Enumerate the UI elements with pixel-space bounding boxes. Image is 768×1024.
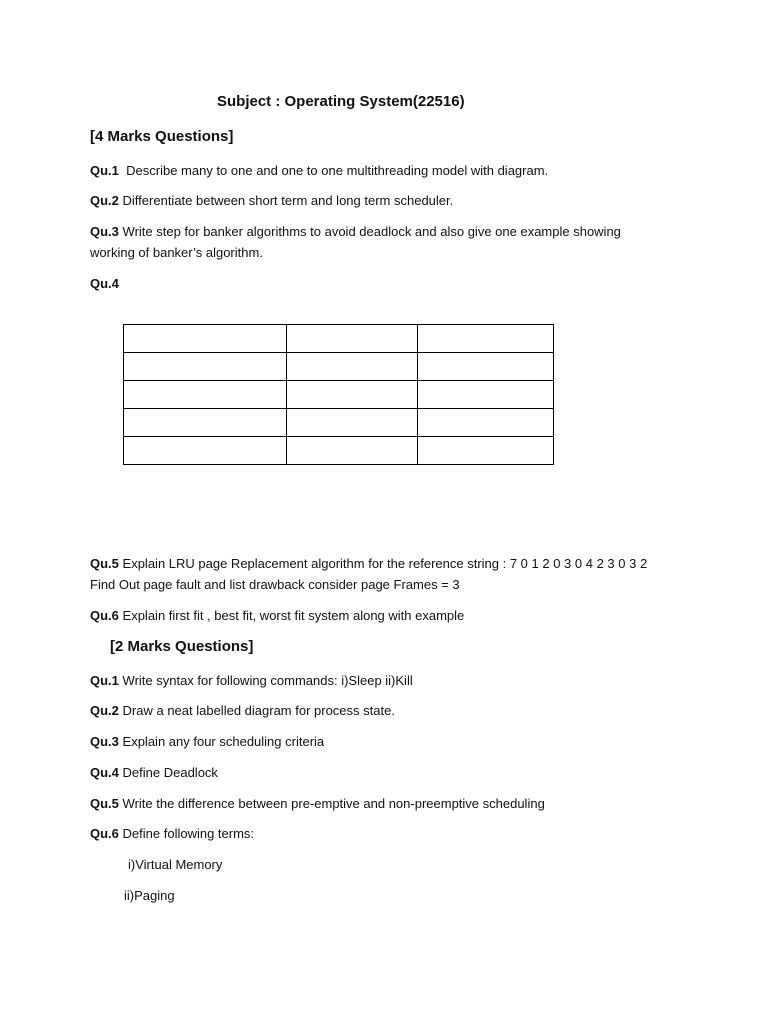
question-number: Qu.4 xyxy=(90,276,119,291)
table-row xyxy=(124,437,554,465)
question-text: Draw a neat labelled diagram for process state. xyxy=(122,703,395,718)
question-number: Qu.1 xyxy=(90,163,119,178)
question-4m-3 xyxy=(90,221,621,263)
table-cell xyxy=(287,409,418,437)
table-row xyxy=(124,325,554,353)
question-4m-1 xyxy=(90,160,548,181)
question-number: Qu.6 xyxy=(90,608,119,623)
table-row xyxy=(124,409,554,437)
table-row xyxy=(124,381,554,409)
question-text: Write step for banker algorithms to avoid deadlock and also give one example showing xyxy=(122,224,621,239)
table-row xyxy=(124,353,554,381)
question-text: Write syntax for following commands: i)Sleep ii)Kill xyxy=(122,673,413,688)
question-2m-2 xyxy=(90,700,395,721)
question-number: Qu.4 xyxy=(90,765,119,780)
question-text-continued: Find Out page fault and list drawback consider page Frames = 3 xyxy=(90,577,460,592)
table-cell xyxy=(418,437,554,465)
table-cell xyxy=(418,381,554,409)
question-number: Qu.3 xyxy=(90,734,119,749)
question-text: Explain first fit , best fit, worst fit system along with example xyxy=(122,608,465,623)
section-heading-4-marks: [4 Marks Questions] xyxy=(90,128,234,145)
question-2m-6 xyxy=(90,823,254,844)
question-text: Explain LRU page Replacement algorithm for the reference string : 7 0 1 2 0 3 0 4 2 3 0 3 2 xyxy=(122,556,648,571)
question-number: Qu.3 xyxy=(90,224,119,239)
table-cell xyxy=(124,353,287,381)
question-4m-6 xyxy=(90,605,464,626)
question-number: Qu.5 xyxy=(90,796,119,811)
term-item: i)Virtual Memory xyxy=(128,857,223,872)
question-4m-4 xyxy=(90,273,119,294)
question-text: Define Deadlock xyxy=(122,765,218,780)
question-number: Qu.6 xyxy=(90,826,119,841)
section-heading-2-marks: [2 Marks Questions] xyxy=(110,638,254,655)
question-2m-1 xyxy=(90,670,413,691)
question-number: Qu.1 xyxy=(90,673,119,688)
page-title: Subject : Operating System(22516) xyxy=(217,93,465,110)
table-cell xyxy=(124,409,287,437)
question-text: Explain any four scheduling criteria xyxy=(122,734,325,749)
question-text-continued: working of banker’s algorithm. xyxy=(90,245,263,260)
table-cell xyxy=(418,325,554,353)
term-item: ii)Paging xyxy=(124,888,175,903)
blank-table xyxy=(123,324,554,465)
question-text: Define following terms: xyxy=(122,826,255,841)
question-text: Differentiate between short term and long term scheduler. xyxy=(122,193,454,208)
question-2m-3 xyxy=(90,731,324,752)
question-2m-4 xyxy=(90,762,218,783)
table-cell xyxy=(418,353,554,381)
table-cell xyxy=(287,325,418,353)
table-cell xyxy=(124,325,287,353)
table-cell xyxy=(418,409,554,437)
table-cell xyxy=(287,381,418,409)
question-number: Qu.2 xyxy=(90,193,119,208)
question-4m-5 xyxy=(90,553,647,595)
question-text: Describe many to one and one to one multithreading model with diagram. xyxy=(126,163,549,178)
table-cell xyxy=(124,437,287,465)
table-cell xyxy=(287,437,418,465)
question-number: Qu.5 xyxy=(90,556,119,571)
question-4m-2 xyxy=(90,190,453,211)
table-cell xyxy=(124,381,287,409)
table-cell xyxy=(287,353,418,381)
question-text: Write the difference between pre-emptive and non-preemptive scheduling xyxy=(122,796,545,811)
question-2m-5 xyxy=(90,793,545,814)
question-number: Qu.2 xyxy=(90,703,119,718)
